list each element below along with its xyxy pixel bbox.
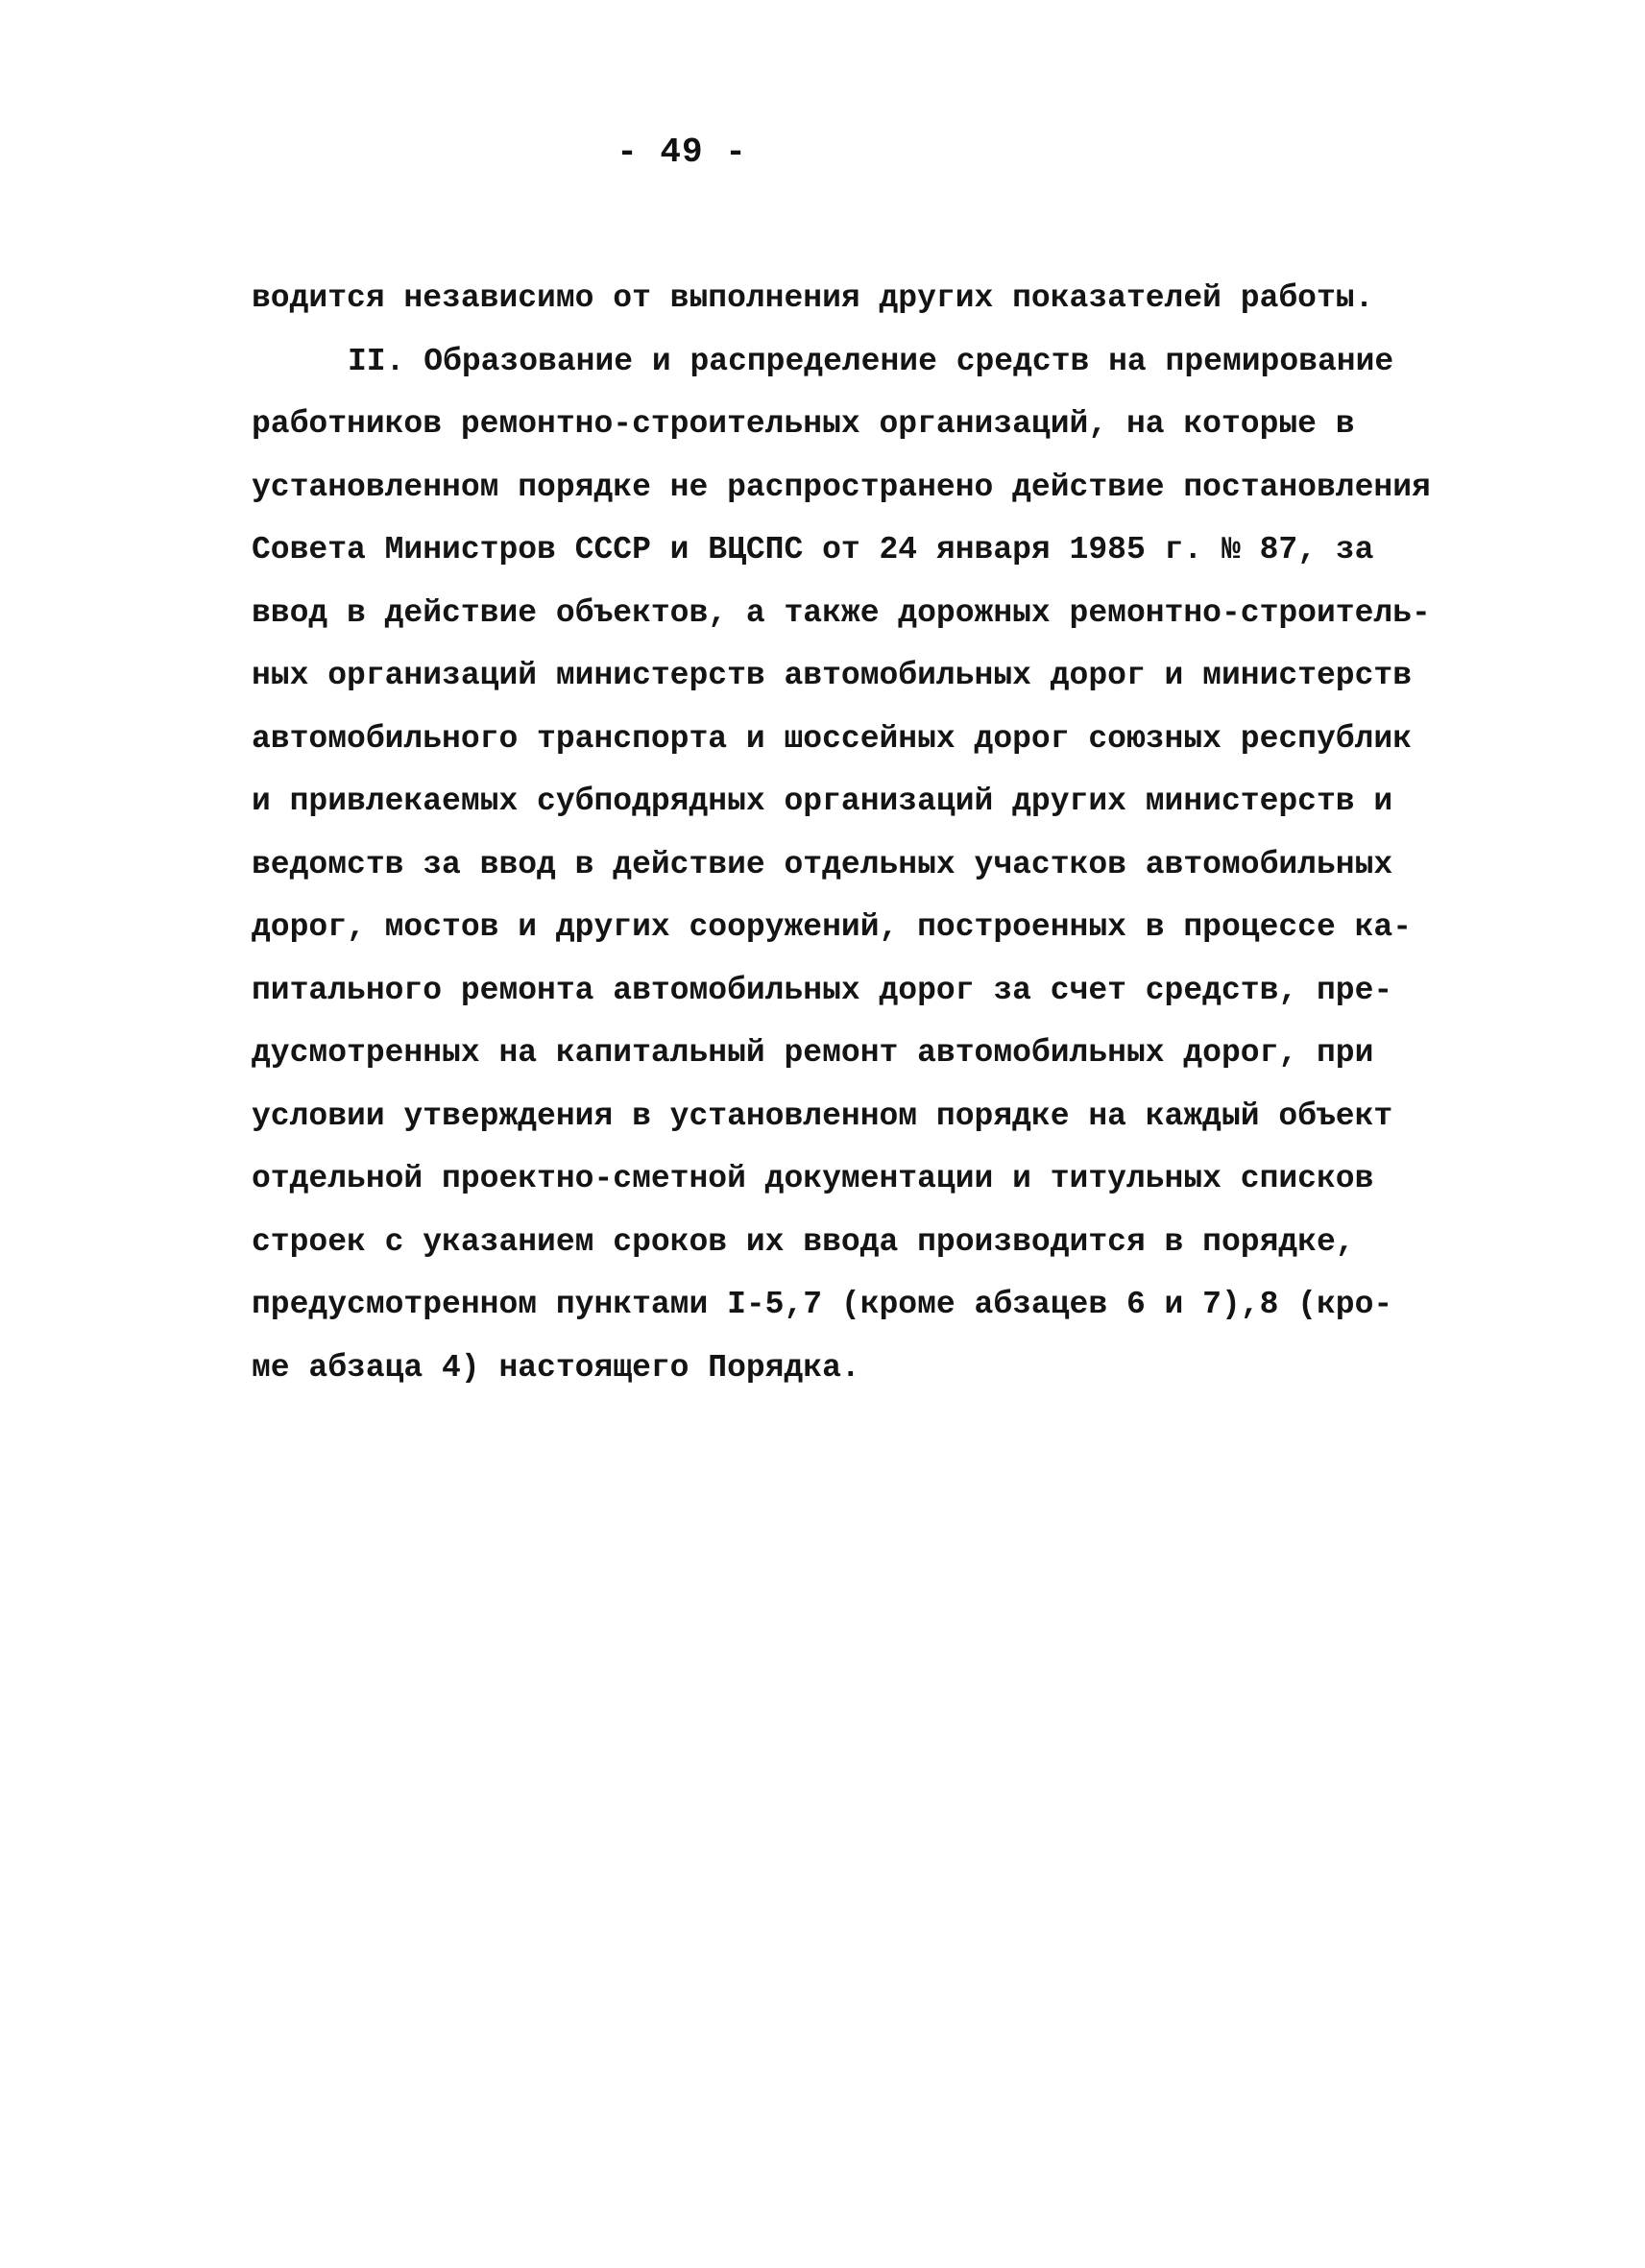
text-line: дусмотренных на капитальный ремонт автомобильных дорог, при xyxy=(252,1035,1374,1071)
text-line: установленном порядке не распространено действие постановления xyxy=(252,469,1431,505)
text-line: предусмотренном пунктами I-5,7 (кроме абзацев 6 и 7),8 (кро- xyxy=(252,1287,1393,1322)
text-line: питального ремонта автомобильных дорог за счет средств, пре- xyxy=(252,972,1393,1008)
text-line: ных организаций министерств автомобильных дорог и министерств xyxy=(252,658,1412,693)
text-line: отдельной проектно-сметной документации и титульных списков xyxy=(252,1161,1374,1196)
text-line: работников ремонтно-строительных организаций, на которые в xyxy=(252,406,1355,442)
text-line: ме абзаца 4) настоящего Порядка. xyxy=(252,1349,860,1386)
text-line: условии утверждения в установленном порядке на каждый объект xyxy=(252,1098,1393,1134)
text-line: Совета Министров СССР и ВЦСПС от 24 января 1985 г. № 87, за xyxy=(252,532,1374,567)
text-line: строек с указанием сроков их ввода производится в порядке, xyxy=(252,1223,1355,1260)
section-heading-line: II. Образование и распределение средств на премирование xyxy=(348,343,1394,379)
body-text xyxy=(252,267,1462,1399)
text-line: ведомств за ввод в действие отдельных участков автомобильных xyxy=(252,846,1393,882)
text-line: автомобильного транспорта и шоссейных дорог союзных республик xyxy=(252,720,1412,757)
text-line: ввод в действие объектов, а также дорожных ремонтно-строитель- xyxy=(252,594,1431,631)
page-number: - 49 - xyxy=(617,133,747,172)
text-line: и привлекаемых субподрядных организаций других министерств и xyxy=(252,784,1393,819)
text-line: водится независимо от выполнения других показателей работы. xyxy=(252,280,1374,316)
text-line: дорог, мостов и других сооружений, построенных в процессе ка- xyxy=(252,909,1412,945)
